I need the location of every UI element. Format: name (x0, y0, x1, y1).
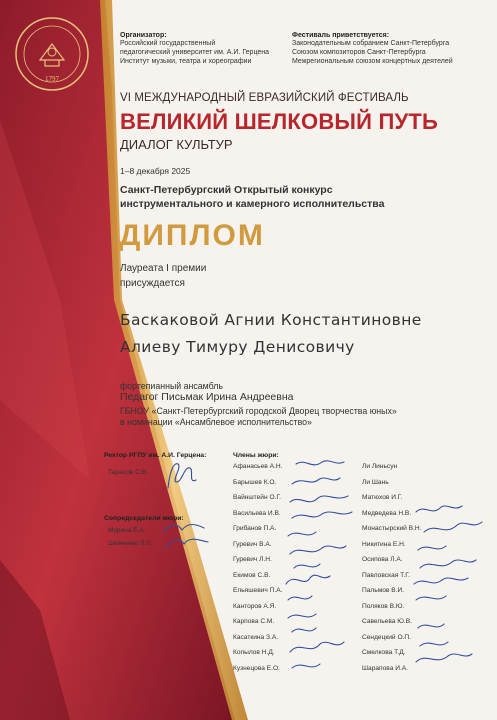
jury-member: Копылов Н.Д. (233, 649, 275, 656)
award-line-2: присуждается (120, 278, 185, 289)
jury-member: Ельяшевич П.А. (233, 587, 283, 594)
jury-member: Поляков В.Ю. (362, 602, 405, 610)
jury-member: Осипова Л.А. (362, 556, 403, 563)
organizer-line: педагогический университет им. А.И. Герцена (120, 49, 270, 56)
supporter-line: Межрегиональным союзом концертных деятелей (292, 58, 453, 65)
nomination: в номинации «Ансамблевое исполнительство» (120, 417, 312, 427)
supporter-line: Законодательным собранием Санкт-Петербурга (292, 40, 450, 47)
supporters-heading: Фестиваль приветствуется: (292, 32, 390, 39)
diploma-title: ДИПЛОМ (119, 219, 265, 252)
jury-member: Васильева И.В. (233, 509, 281, 517)
jury-member: Ли Линьсун (362, 463, 398, 470)
jury-member: Смелкова Т.Д. (362, 649, 406, 656)
jury-member: Кузнецова Е.О. (233, 664, 280, 672)
festival-subtitle: ДИАЛОГ КУЛЬТУР (120, 137, 233, 152)
festival-dates: 1–8 декабря 2025 (120, 166, 191, 176)
seal-year: 1797 (45, 75, 59, 83)
co-chairs-heading: Сопредседатели жюри: (104, 515, 184, 522)
jury-member: Сендецкий О.П. (362, 633, 411, 641)
jury-signatures-left (282, 456, 362, 686)
jury-member: Барышев К.О. (233, 478, 277, 486)
jury-member: Никитина Е.Н. (362, 540, 406, 548)
jury-member: Гуревич В.А. (233, 540, 272, 548)
co-chair-name: Шевченко Л.Л. (108, 540, 153, 547)
category: фортепианный ансамбль (120, 381, 223, 391)
co-chair-name: Мурина Е.А. (108, 527, 146, 534)
organizer-line: Российский государственный (120, 40, 216, 47)
co-chair-signatures (158, 518, 214, 552)
jury-member: Касаткина З.А. (233, 633, 279, 641)
jury-member: Матюхов И.Г. (362, 494, 403, 501)
jury-member: Пальмов В.И. (362, 587, 405, 594)
award-line-1: Лауреата I премии (120, 263, 207, 274)
jury-member: Гуревич Л.Н. (233, 556, 272, 563)
jury-heading: Члены жюри: (233, 452, 279, 459)
jury-signatures-right (410, 456, 490, 686)
jury-member: Савельева Ю.В. (362, 618, 412, 625)
university-seal (12, 14, 92, 94)
festival-title: ВЕЛИКИЙ ШЕЛКОВЫЙ ПУТЬ (120, 109, 439, 134)
jury-member: Екимов С.В. (233, 571, 271, 579)
jury-member: Афанасьев А.Н. (233, 463, 283, 470)
recipient-name: Баскаковой Агнии Константиновне (120, 311, 422, 329)
recipient-name: Алиеву Тимуру Денисовичу (120, 338, 355, 356)
jury-member: Карпова С.М. (233, 618, 275, 625)
rector-signature (160, 458, 200, 492)
organizer-line: Институт музыки, театра и хореографии (120, 58, 252, 65)
supporters-block (292, 32, 453, 66)
jury-member: Ли Шань (362, 478, 389, 486)
jury-member: Вайнштейн О.Г. (233, 494, 282, 501)
jury-member: Павловская Т.Г. (362, 571, 410, 579)
jury-member: Медведева Н.В. (362, 509, 412, 517)
jury-member: Канторов А.Я. (233, 602, 277, 610)
jury-member: Монастырский В.Н. (362, 525, 422, 532)
festival-line: VI МЕЖДУНАРОДНЫЙ ЕВРАЗИЙСКИЙ ФЕСТИВАЛЬ (120, 92, 409, 104)
supporter-line: Союзом композиторов Санкт-Петербурга (292, 49, 426, 56)
contest-line-2: инструментального и камерного исполнительства (120, 198, 385, 210)
teacher: Педагог Письмак Ирина Андреевна (120, 391, 294, 403)
rector-name: Тарасов С.В. (108, 469, 148, 476)
jury-column-left (233, 463, 282, 680)
organizer-heading: Организатор: (120, 32, 167, 39)
contest-line-1: Санкт-Петербургский Открытый конкурс (120, 184, 333, 196)
institution: ГБНОУ «Санкт-Петербургский городской Дворец творчества юных» (120, 406, 397, 416)
rector-heading: Ректор РГПУ им. А.И. Герцена: (104, 452, 207, 459)
jury-member: Шарапова И.А. (362, 664, 409, 672)
jury-member: Грибанов П.А. (233, 525, 277, 532)
organizer-block (120, 32, 269, 66)
